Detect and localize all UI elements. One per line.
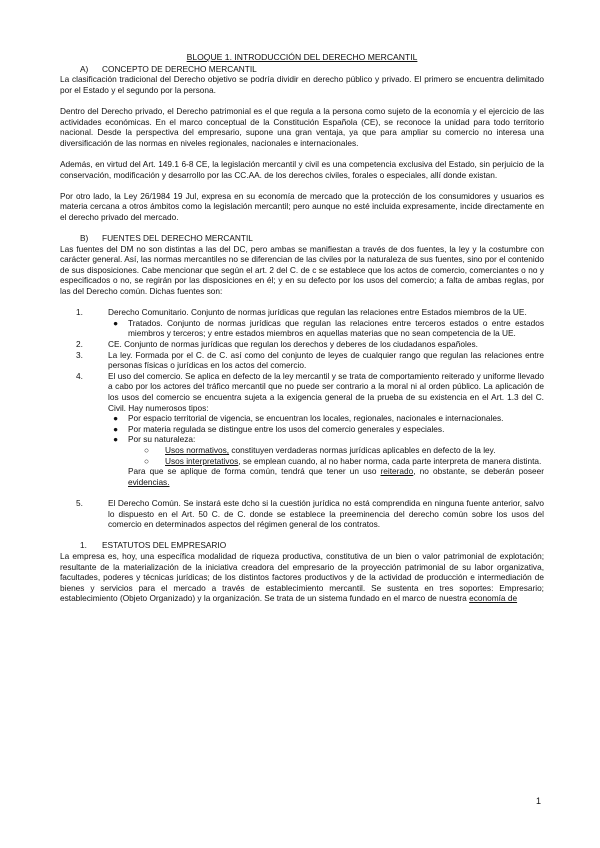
sub-list-item-text: Por materia regulada se distingue entre los usos del comercio generales y especiales.: [128, 423, 445, 434]
nested-item-text: constituyen verdaderas normas jurídicas aplicables en defecto de la ley.: [229, 444, 496, 455]
section-1-number: 1.: [80, 540, 87, 551]
nested-sub-list: [128, 445, 544, 466]
list-item-number: 1.: [76, 307, 83, 318]
bullet-icon: ●: [113, 434, 119, 445]
section-a-title: CONCEPTO DE DERECHO MERCANTIL: [102, 63, 257, 74]
circle-bullet-icon: ○: [144, 444, 150, 455]
usage-note: [108, 466, 544, 487]
list-item-number: 3.: [76, 349, 83, 360]
sub-list-item: [108, 318, 544, 339]
section-b-title: FUENTES DEL DERECHO MERCANTIL: [102, 233, 253, 244]
section-b-heading: [60, 233, 544, 244]
list-item: [60, 339, 544, 350]
bullet-icon: ●: [113, 423, 119, 434]
sub-list-item-text: Tratados. Conjunto de normas jurídicas que regulan las relaciones entre terceros estados o entre estados miembros y terceros; y entre estados miembros en aquellas materias que no sean competencia de la UE.: [128, 317, 544, 339]
section-1-heading: [60, 540, 544, 551]
section-a-paragraph-2: Dentro del Derecho privado, el Derecho patrimonial es el que regula a la persona como sujeto de la economía y el ejercicio de las actividades económicas. En el marco conceptual de la Constitución Española (CE), se reconoce la unidad para todo territorio nacional. Desde la perspectiva del empresario, supone una gran ventaja, ya que para ampliar su comercio no interesa una diversificación de las normas en niveles regionales, nacionales e internacionales.: [60, 105, 544, 148]
list-item-number: 5.: [76, 497, 83, 508]
sub-list-item: [108, 424, 544, 435]
section-a-number: A): [80, 63, 89, 74]
list-item: [60, 350, 544, 371]
section-a-paragraph-4: Por otro lado, la Ley 26/1984 19 Jul, expresa en su economía de mercado que la protección de los consumidores y usuarios es materia cercana a otros ámbitos como la legislación mercantil; pero aunque no esté incluida expresamente, incide directamente en el derecho privado del mercado.: [60, 190, 544, 222]
sources-list: [60, 307, 544, 529]
list-item-number: 2.: [76, 339, 83, 350]
nested-sub-list-item: [128, 445, 544, 456]
list-item-text: CE. Conjunto de normas jurídicas que regulan los derechos y deberes de los ciudadanos españoles.: [108, 339, 478, 350]
bullet-icon: ●: [113, 413, 119, 424]
list-item: [60, 498, 544, 530]
section-1-paragraph: [60, 551, 544, 604]
list-item: [60, 307, 544, 339]
term-reiterado: reiterado: [380, 466, 414, 477]
usage-note-text: Para que se aplique de forma común, tendrá que tener un uso: [128, 466, 381, 477]
page-number: 1: [536, 796, 542, 806]
sub-list: [108, 318, 544, 339]
usage-note-text: , no obstante, se deberán poseer: [413, 466, 544, 477]
term-usos-interpretativos: Usos interpretativos: [165, 455, 239, 466]
section-a-heading: [60, 64, 544, 75]
sub-list-item: [108, 413, 544, 424]
sub-list-item: [108, 434, 544, 466]
section-1-title: ESTATUTOS DEL EMPRESARIO: [102, 540, 227, 551]
nested-sub-list-item: [128, 456, 544, 467]
sub-list-item-text: Por espacio territorial de vigencia, se encuentran los locales, regionales, nacionales e internacionales.: [128, 413, 504, 424]
section-b-intro: Las fuentes del DM no son distintas a las del DC, pero ambas se manifiestan a través de dos fuentes, la ley y la costumbre con carácter general. Así, las normas mercantiles no se diferencian de las civiles por la naturaleza de sus fuentes, sino por el contenido de sus disposiciones. Cabe mencionar que según el art. 2 del C. de c se establece que los actos de comercio, comerciantes o no y especificados o no, se regirán por las disposiciones en él; y en su defecto por los usos del comercio; a falta de ambas reglas, por las del Derecho común. Dichas fuentes son:: [60, 243, 544, 297]
sub-list: [108, 413, 544, 466]
list-item-text: El uso del comercio. Se aplica en defecto de la ley mercantil y se trata de comportamiento reiterado y uniforme llevado a cabo por los actores del tráfico mercantil que no puede ser contrario a la moral ni al orden público. La aplicación de los usos del comercio se encuentra sujeta a la exigencia general de la prueba de su existencia en el Art. 1.3 del C. Civil. Hay numerosos tipos:: [108, 370, 544, 413]
nested-item-text: , se emplean cuando, al no haber norma, cada parte interpreta de manera distinta.: [238, 455, 542, 466]
term-evidencias: evidencias.: [128, 476, 170, 487]
page-content: [60, 52, 544, 604]
bullet-icon: ●: [113, 317, 119, 328]
sub-list-item-text: Por su naturaleza:: [128, 434, 196, 445]
document-title: BLOQUE 1. INTRODUCCIÓN DEL DERECHO MERCANTIL: [186, 52, 418, 62]
circle-bullet-icon: ○: [144, 455, 150, 466]
list-item-text: Derecho Comunitario. Conjunto de normas jurídicas que regulan las relaciones entre Estados miembros de la UE.: [108, 307, 527, 318]
section-a-paragraph-1: La clasificación tradicional del Derecho objetivo se podría dividir en derecho público y privado. El primero se encuentra delimitado por el Estado y el segundo por la persona.: [60, 74, 544, 95]
term-usos-normativos: Usos normativos,: [165, 444, 230, 455]
list-item-text: El Derecho Común. Se instará este dcho si la cuestión jurídica no está comprendida en ninguna fuente anterior, salvo lo dispuesto en el Art. 50 C. de C. donde se establece la preeminencia del derecho común sobre los usos del comercio en determinados aspectos del régimen general de los contratos.: [108, 497, 544, 530]
list-item-number: 4.: [76, 370, 83, 381]
section-1-text: La empresa es, hoy, una específica modalidad de riqueza productiva, constitutiva de un bien o valor patrimonial de explotación; resultante de la materialización de la iniciativa creadora del empresario de la proyección patrimonial de su labor organizativa, facultades, poderes y técnicas jurídicas; de los distintos factores productivos y de la actividad de producción e intermediación de bienes y servicios para el mercado a través de establecimiento mercantil. Se sustenta en tres soportes: Empresario; establecimiento (Objeto Organizado) y la organización. Se trata de un sistema fundado en el marco de nuestra: [60, 550, 544, 604]
section-a-paragraph-3: Además, en virtud del Art. 149.1 6-8 CE, la legislación mercantil y civil es una competencia exclusiva del Estado, sin perjuicio de la conservación, modificación y desarrollo por las CC.AA. de los derechos civiles, forales o especiales, allí donde existan.: [60, 158, 544, 180]
list-item: [60, 371, 544, 498]
list-item-text: La ley. Formada por el C. de C. así como del conjunto de leyes de cualquier rango que regulan las relaciones entre personas físicas o jurídicas en los actos del comercio.: [108, 349, 544, 371]
section-b-number: B): [80, 233, 89, 244]
term-economia-de: economía de: [469, 593, 518, 604]
